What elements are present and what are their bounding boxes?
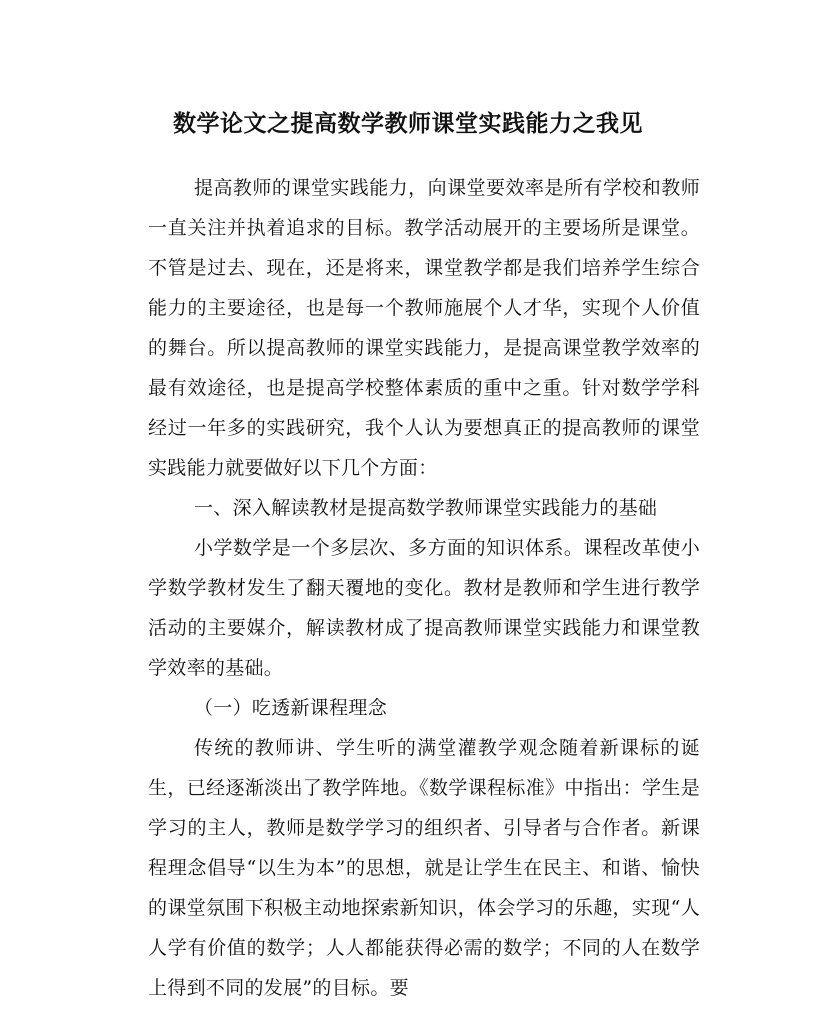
section-heading-1: 一、深入解读教材是提高数学教师课堂实践能力的基础 [194,497,658,519]
paragraph-section-1: 小学数学是一个多层次、多方面的知识体系。课程改革使小学数学教材发生了翻天覆地的变化。教材是教师和学生进行教学活动的主要媒介，解读教材成了提高教师课堂实践能力和课堂教学效率的基础。 [148,537,700,679]
paragraph-subsection-1: 传统的教师讲、学生听的满堂灌教学观念随着新课标的诞生，已经逐渐淡出了教学阵地。《数学课程标准》中指出：学生是学习的主人，教师是数学学习的组织者、引导者与合作者。新课程理念倡导“以生为本”的思想，就是让学生在民主、和谐、愉快的课堂氛围下积极主动地探索新知识，体会学习的乐趣，实现“人人学有价值的数学；人人都能获得必需的数学；不同的人在数学上得到不同的发展”的目标。要 [148,737,700,999]
subsection-heading-1: （一）吃透新课程理念 [194,697,388,719]
paragraph-intro: 提高教师的课堂实践能力，向课堂要效率是所有学校和教师一直关注并执着追求的目标。教学活动展开的主要场所是课堂。不管是过去、现在，还是将来，课堂教学都是我们培养学生综合能力的主要途径，也是每一个教师施展个人才华，实现个人价值的舞台。所以提高教师的课堂实践能力，是提高课堂教学效率的最有效途径，也是提高学校整体素质的重中之重。针对数学学科经过一年多的实践研究，我个人认为要想真正的提高教师的课堂实践能力就要做好以下几个方面： [148,177,700,479]
page-title: 数学论文之提高数学教师课堂实践能力之我见 [173,110,643,137]
document-body [148,168,700,1008]
